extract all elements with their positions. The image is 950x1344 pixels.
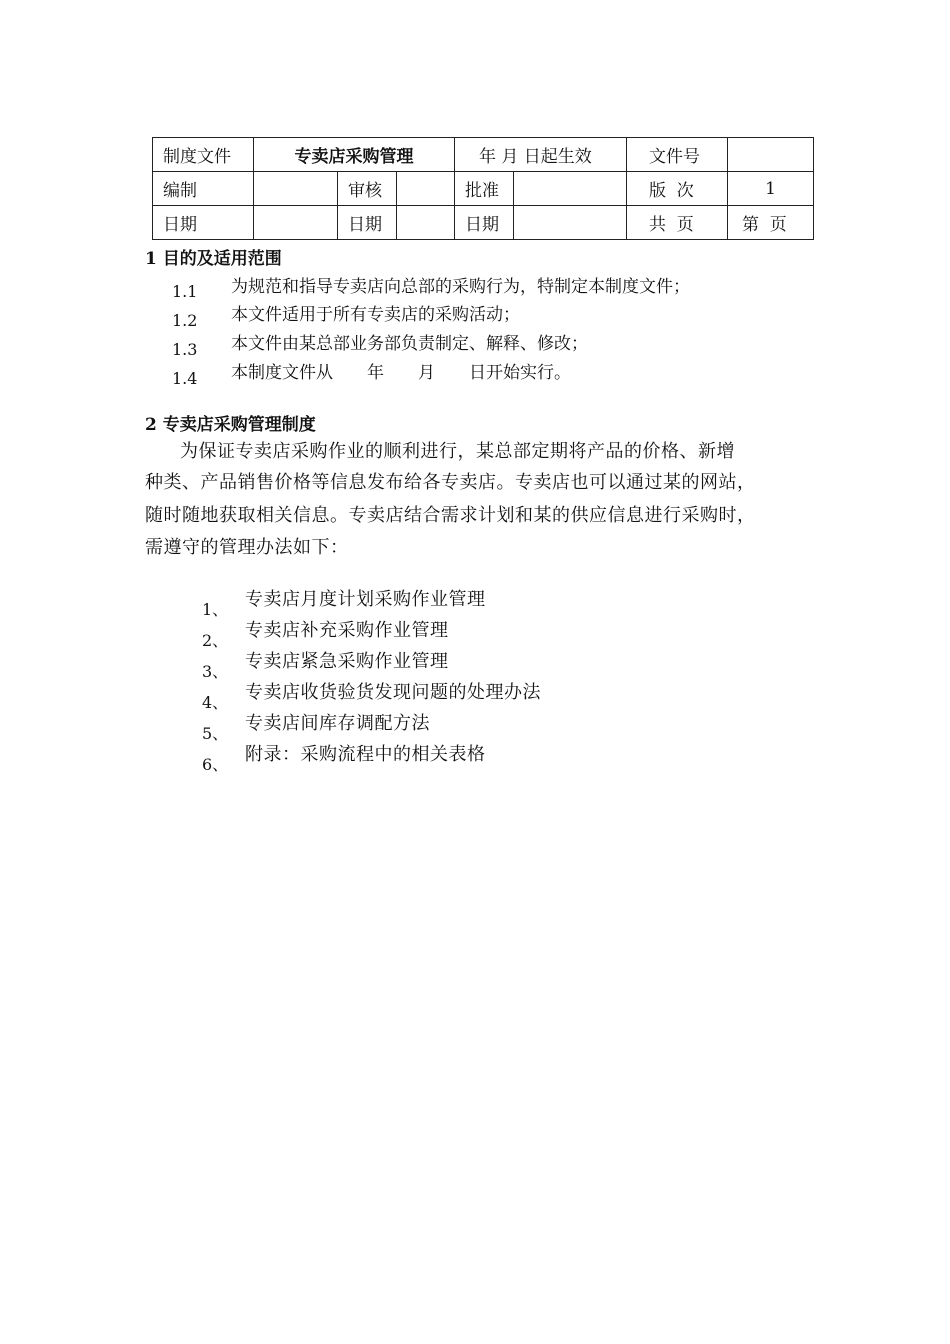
section-2-item-text: 专卖店月度计划采购作业管理: [245, 589, 486, 610]
reviewed-value: [397, 172, 455, 206]
page-number: 第 页: [728, 206, 814, 240]
doc-title: 专卖店采购管理: [254, 138, 455, 172]
document-header-table: [152, 137, 814, 240]
section-2-item-number: 4、: [202, 693, 229, 712]
prepared-value: [254, 172, 338, 206]
date-label-3: 日期: [455, 206, 514, 240]
section-1-title: 1 目的及适用范围: [145, 249, 282, 269]
prepared-label: 编制: [153, 172, 254, 206]
section-1-item-number: 1.1: [172, 282, 198, 301]
section-2-item-text: 专卖店紧急采购作业管理: [245, 651, 449, 672]
header-row-2: [153, 172, 814, 206]
date-label-2: 日期: [338, 206, 397, 240]
section-2-item-text: 附录：采购流程中的相关表格: [245, 744, 486, 765]
section-1-item-text: 本文件适用于所有专卖店的采购活动；: [231, 305, 520, 325]
doc-no-label: 文件号: [627, 138, 728, 172]
version-label: 版 次: [627, 172, 728, 206]
header-row-1: [153, 138, 814, 172]
paragraph-line: 需遵守的管理办法如下：: [145, 537, 349, 558]
section-1-item-text: 本制度文件从 年 月 日开始实行。: [231, 363, 571, 383]
reviewed-label: 审核: [338, 172, 397, 206]
paragraph-line: 种类、产品销售价格等信息发布给各专卖店。专卖店也可以通过某的网站，: [145, 472, 756, 493]
section-2-item-number: 3、: [202, 662, 229, 681]
version-value: 1: [728, 172, 814, 206]
section-1-item-number: 1.2: [172, 311, 198, 330]
doc-no-value: [728, 138, 814, 172]
approved-value: [514, 172, 627, 206]
section-2-item-text: 专卖店间库存调配方法: [245, 713, 430, 734]
date-value-3: [514, 206, 627, 240]
section-2-item-text: 专卖店收货验货发现问题的处理办法: [245, 682, 541, 703]
date-value-1: [254, 206, 338, 240]
section-1-item-number: 1.4: [172, 369, 198, 388]
effective-date: 年 月 日起生效: [455, 138, 627, 172]
section-2-item-number: 6、: [202, 755, 229, 774]
date-value-2: [397, 206, 455, 240]
section-1-item-text: 为规范和指导专卖店向总部的采购行为，特制定本制度文件；: [231, 277, 690, 297]
paragraph-line: 为保证专卖店采购作业的顺利进行，某总部定期将产品的价格、新增: [180, 441, 735, 462]
approved-label: 批准: [455, 172, 514, 206]
section-2-item-number: 1、: [202, 600, 229, 619]
total-pages: 共 页: [627, 206, 728, 240]
section-2-title: 2 专卖店采购管理制度: [145, 415, 316, 435]
date-label-1: 日期: [153, 206, 254, 240]
section-2-item-text: 专卖店补充采购作业管理: [245, 620, 449, 641]
section-2-item-number: 2、: [202, 631, 229, 650]
paragraph-line: 随时随地获取相关信息。专卖店结合需求计划和某的供应信息进行采购时，: [145, 505, 756, 526]
doc-type-label: 制度文件: [153, 138, 254, 172]
section-1-item-number: 1.3: [172, 340, 198, 359]
section-1-item-text: 本文件由某总部业务部负责制定、解释、修改；: [231, 334, 588, 354]
header-row-3: [153, 206, 814, 240]
section-2-item-number: 5、: [202, 724, 229, 743]
